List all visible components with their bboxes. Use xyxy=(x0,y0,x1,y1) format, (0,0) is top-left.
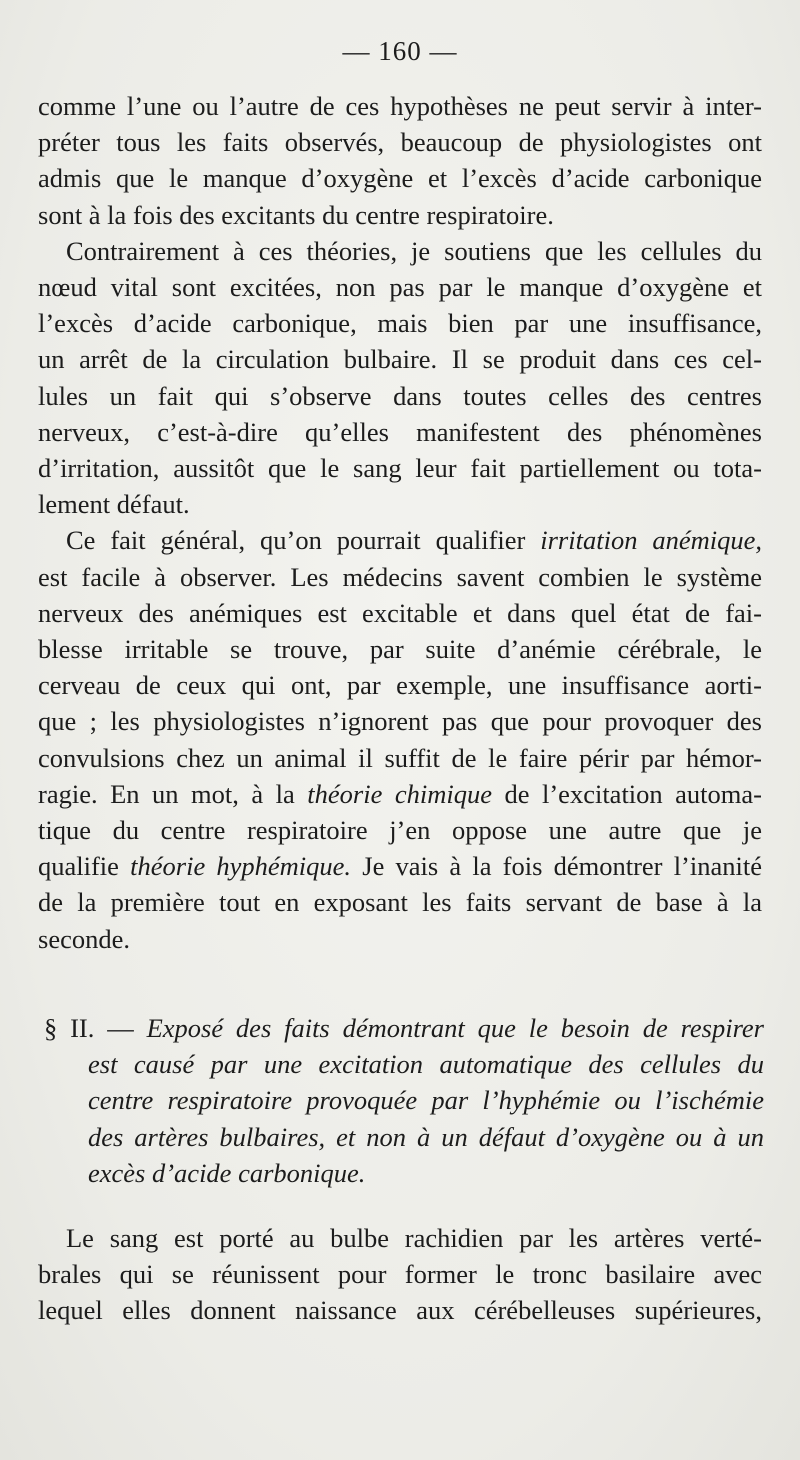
text-line: Contrairement à ces théories, je soutiens que les cellules du xyxy=(66,235,762,266)
text-line xyxy=(38,848,762,884)
text-line: est facile à observer. Les médecins savent combien le système xyxy=(38,561,762,592)
text-run: Ce fait général, qu’on pourrait qualifier xyxy=(66,525,541,556)
heading-line: est causé par une excitation automatique des cellules du xyxy=(88,1049,764,1080)
section-heading xyxy=(44,1010,764,1191)
text-line: lement défaut. xyxy=(38,489,190,520)
italic-term: irritation anémique, xyxy=(540,525,762,556)
heading-text: Exposé des faits démontrant que le besoin de respirer xyxy=(146,1013,764,1043)
heading-line: excès d’acide carbonique. xyxy=(88,1157,366,1188)
text-line xyxy=(38,522,762,558)
text-line: d’irritation, aussitôt que le sang leur fait partiellement ou tota- xyxy=(38,453,762,484)
text-run: de l’excitation automa- xyxy=(491,778,762,809)
text-line: lequel elles donnent naissance aux cérébelleuses supérieures, xyxy=(38,1295,762,1326)
section-number: § II. — xyxy=(44,1013,147,1043)
text-line: l’excès d’acide carbonique, mais bien par une insuffisance, xyxy=(38,308,762,339)
body-text-top xyxy=(38,88,762,957)
text-line: cerveau de ceux qui ont, par exemple, une insuffisance aorti- xyxy=(38,670,762,701)
text-line: préter tous les faits observés, beaucoup de physiologistes ont xyxy=(38,127,762,158)
text-line: sont à la fois des excitants du centre respiratoire. xyxy=(38,199,554,230)
text-line: nerveux, c’est-à-dire qu’elles manifestent des phénomènes xyxy=(38,416,762,447)
italic-term: théorie hyphémique. xyxy=(130,851,352,882)
text-run: Je vais à la fois démontrer l’inanité xyxy=(351,851,762,882)
text-line: comme l’une ou l’autre de ces hypothèses ne peut servir à inter- xyxy=(38,91,762,121)
text-line: nœud vital sont excitées, non pas par le manque d’oxygène et xyxy=(38,272,762,303)
heading-line: centre respiratoire provoquée par l’hyphémie ou l’ischémie xyxy=(88,1085,764,1116)
text-line: tique du centre respiratoire j’en oppose une autre que je xyxy=(38,815,762,846)
text-line: un arrêt de la circulation bulbaire. Il se produit dans ces cel- xyxy=(38,344,762,375)
page-number: — 160 — xyxy=(342,36,458,66)
text-line: brales qui se réunissent pour former le tronc basilaire avec xyxy=(38,1259,762,1290)
text-run: qualifie xyxy=(38,851,131,882)
text-line: Le sang est porté au bulbe rachidien par les artères verté- xyxy=(66,1223,762,1253)
text-line: seconde. xyxy=(38,923,130,954)
text-line: nerveux des anémiques est excitable et dans quel état de fai- xyxy=(38,597,762,628)
text-run: ragie. En un mot, à la xyxy=(38,778,308,809)
text-line: convulsions chez un animal il suffit de le faire périr par hémor- xyxy=(38,742,762,773)
text-line: que ; les physiologistes n’ignorent pas que pour provoquer des xyxy=(38,706,762,737)
heading-line: des artères bulbaires, et non à un défaut d’oxygène ou à un xyxy=(88,1121,764,1152)
text-line: lules un fait qui s’observe dans toutes celles des centres xyxy=(38,380,762,411)
text-line: blesse irritable se trouve, par suite d’anémie cérébrale, le xyxy=(38,634,762,665)
text-line: de la première tout en exposant les faits servant de base à la xyxy=(38,887,762,918)
heading-line xyxy=(44,1010,764,1046)
italic-term: théorie chimique xyxy=(307,778,492,809)
body-text-bottom xyxy=(38,1220,762,1329)
text-line: admis que le manque d’oxygène et l’excès d’acide carbonique xyxy=(38,163,762,194)
text-line xyxy=(38,776,762,812)
